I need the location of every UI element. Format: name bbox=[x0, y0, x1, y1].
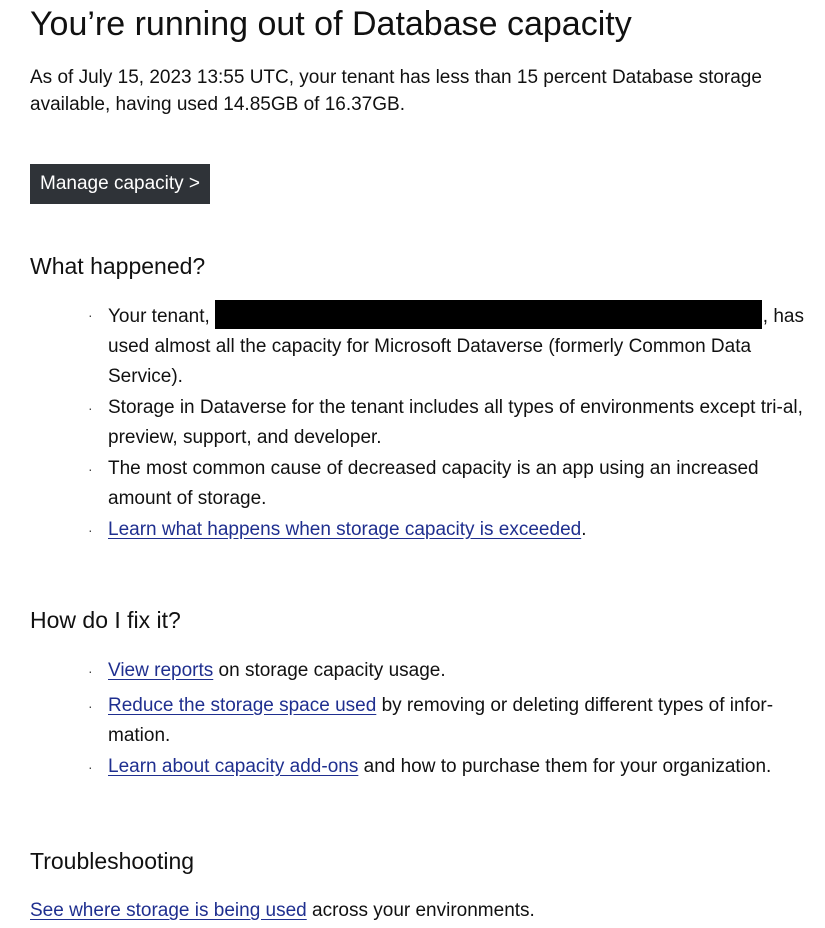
list-item bbox=[30, 752, 815, 782]
redacted-tenant-name bbox=[215, 300, 762, 329]
list-item bbox=[30, 454, 815, 514]
list-item bbox=[30, 515, 815, 545]
bullet-icon: · bbox=[88, 307, 93, 323]
bullet-icon: · bbox=[88, 698, 93, 714]
list-item-text: Storage in Dataverse for the tenant includes all types of environments except tri-al, preview, support, and developer. bbox=[108, 397, 803, 448]
learn-storage-exceeded-link[interactable]: Learn what happens when storage capacity is exceeded bbox=[108, 519, 582, 540]
list-item-text: on storage capacity usage. bbox=[213, 660, 446, 681]
capacity-addons-link[interactable]: Learn about capacity add-ons bbox=[108, 756, 359, 777]
list-item bbox=[30, 300, 815, 392]
list-item-text: by removing or deleting different types of infor-mation. bbox=[108, 695, 774, 746]
bullet-icon: · bbox=[88, 400, 93, 416]
bullet-icon: · bbox=[88, 663, 93, 679]
list-item bbox=[30, 656, 815, 686]
list-item bbox=[30, 393, 815, 453]
list-item bbox=[30, 691, 815, 751]
bullet-icon: · bbox=[88, 461, 93, 477]
list-item-text: and how to purchase them for your organization. bbox=[358, 756, 772, 777]
what-happened-heading: What happened? bbox=[30, 253, 206, 279]
list-item-text: . bbox=[581, 519, 587, 540]
troubleshooting-heading: Troubleshooting bbox=[30, 848, 195, 874]
tenant-suffix-text: , has used almost all the capacity for Microsoft Dataverse (formerly Common Data Service). bbox=[108, 306, 804, 387]
page-title: You’re running out of Database capacity bbox=[30, 5, 632, 43]
what-happened-list bbox=[30, 300, 815, 545]
storage-usage-link[interactable]: See where storage is being used bbox=[30, 900, 307, 921]
how-fix-list bbox=[30, 656, 815, 782]
bullet-icon: · bbox=[88, 759, 93, 775]
manage-capacity-button[interactable]: Manage capacity > bbox=[30, 164, 210, 204]
view-reports-link[interactable]: View reports bbox=[108, 660, 214, 681]
how-fix-heading: How do I fix it? bbox=[30, 607, 181, 633]
troubleshooting-paragraph bbox=[30, 897, 535, 925]
reduce-storage-link[interactable]: Reduce the storage space used bbox=[108, 695, 377, 716]
bullet-icon: · bbox=[88, 522, 93, 538]
intro-paragraph: As of July 15, 2023 13:55 UTC, your tenant has less than 15 percent Database storage available, having used 14.85GB of 16.37GB. bbox=[30, 67, 762, 115]
list-item-text: The most common cause of decreased capacity is an app using an increased amount of storage. bbox=[108, 458, 759, 509]
troubleshooting-text: across your environments. bbox=[306, 900, 535, 921]
tenant-prefix-text: Your tenant, bbox=[108, 306, 210, 327]
